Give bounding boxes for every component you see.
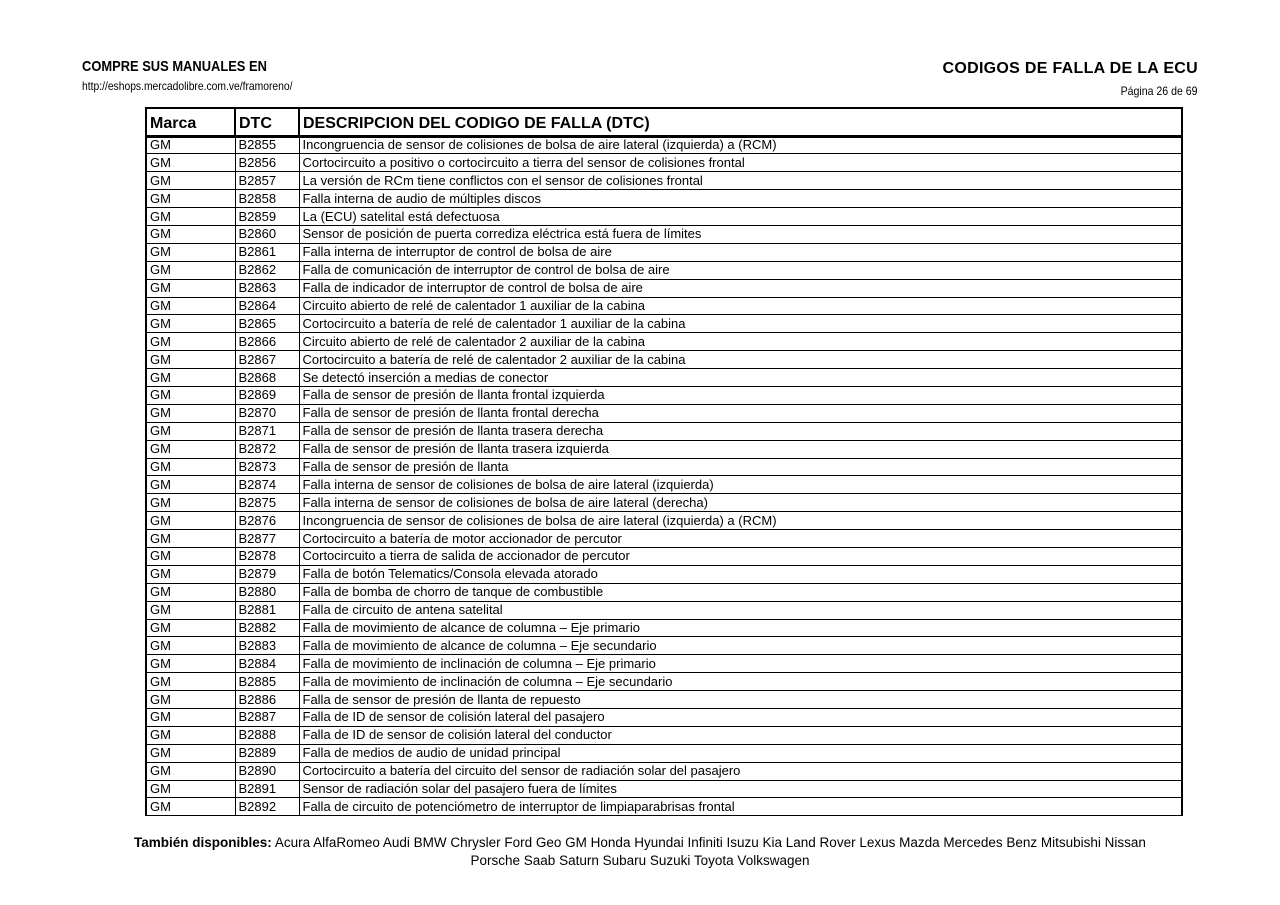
dtc-cell: B2891: [235, 780, 299, 798]
marca-cell: GM: [146, 673, 235, 691]
table-row: [146, 225, 1182, 243]
dtc-cell: B2876: [235, 512, 299, 530]
table-row: [146, 637, 1182, 655]
footer: [82, 834, 1198, 870]
footer-label: También disponibles:: [134, 835, 272, 850]
dtc-cell: B2866: [235, 333, 299, 351]
marca-cell: GM: [146, 136, 235, 154]
marca-cell: GM: [146, 637, 235, 655]
table-row: [146, 744, 1182, 762]
dtc-cell: B2880: [235, 583, 299, 601]
marca-cell: GM: [146, 726, 235, 744]
dtc-cell: B2869: [235, 386, 299, 404]
table-row: [146, 583, 1182, 601]
description-cell: Falla de sensor de presión de llanta de repuesto: [299, 691, 1182, 709]
table-row: [146, 315, 1182, 333]
table-row: [146, 476, 1182, 494]
description-cell: Falla de sensor de presión de llanta: [299, 458, 1182, 476]
marca-cell: GM: [146, 619, 235, 637]
marca-cell: GM: [146, 458, 235, 476]
document-title: CODIGOS DE FALLA DE LA ECU: [942, 60, 1198, 77]
dtc-cell: B2888: [235, 726, 299, 744]
description-cell: Falla de movimiento de alcance de columna – Eje secundario: [299, 637, 1182, 655]
header-left: [82, 58, 327, 93]
marca-cell: GM: [146, 601, 235, 619]
dtc-cell: B2864: [235, 297, 299, 315]
table-row: [146, 798, 1182, 816]
table-row: [146, 190, 1182, 208]
table-row: [146, 351, 1182, 369]
marca-cell: GM: [146, 351, 235, 369]
dtc-cell: B2883: [235, 637, 299, 655]
column-header-descripcion: DESCRIPCION DEL CODIGO DE FALLA (DTC): [299, 108, 1182, 136]
description-cell: Cortocircuito a positivo o cortocircuito a tierra del sensor de colisiones frontal: [299, 154, 1182, 172]
table-row: [146, 601, 1182, 619]
marca-cell: GM: [146, 655, 235, 673]
description-cell: Falla de medios de audio de unidad principal: [299, 744, 1182, 762]
description-cell: Falla de comunicación de interruptor de control de bolsa de aire: [299, 261, 1182, 279]
dtc-cell: B2868: [235, 369, 299, 387]
description-cell: Falla de botón Telematics/Consola elevada atorado: [299, 565, 1182, 583]
column-header-dtc: DTC: [235, 108, 299, 136]
marca-cell: GM: [146, 190, 235, 208]
dtc-cell: B2858: [235, 190, 299, 208]
dtc-cell: B2870: [235, 404, 299, 422]
dtc-cell: B2881: [235, 601, 299, 619]
dtc-cell: B2878: [235, 547, 299, 565]
marca-cell: GM: [146, 691, 235, 709]
table-row: [146, 440, 1182, 458]
description-cell: Cortocircuito a batería del circuito del sensor de radiación solar del pasajero: [299, 762, 1182, 780]
table-row: [146, 243, 1182, 261]
dtc-cell: B2873: [235, 458, 299, 476]
dtc-cell: B2872: [235, 440, 299, 458]
description-cell: Falla de circuito de potenciómetro de interruptor de limpiaparabrisas frontal: [299, 798, 1182, 816]
description-cell: Circuito abierto de relé de calentador 1 auxiliar de la cabina: [299, 297, 1182, 315]
table-row: [146, 655, 1182, 673]
dtc-cell: B2857: [235, 172, 299, 190]
dtc-cell: B2861: [235, 243, 299, 261]
description-cell: Sensor de radiación solar del pasajero fuera de límites: [299, 780, 1182, 798]
marca-cell: GM: [146, 315, 235, 333]
marca-cell: GM: [146, 208, 235, 226]
dtc-cell: B2874: [235, 476, 299, 494]
marca-cell: GM: [146, 512, 235, 530]
marca-cell: GM: [146, 744, 235, 762]
page-number: Página 26 de 69: [1121, 84, 1198, 98]
description-cell: Cortocircuito a batería de relé de calentador 2 auxiliar de la cabina: [299, 351, 1182, 369]
dtc-cell: B2877: [235, 530, 299, 548]
table-row: [146, 172, 1182, 190]
marca-cell: GM: [146, 530, 235, 548]
marca-cell: GM: [146, 172, 235, 190]
shop-url[interactable]: http://eshops.mercadolibre.com.ve/framoreno/: [82, 79, 293, 93]
table-row: [146, 404, 1182, 422]
description-cell: Se detectó inserción a medias de conector: [299, 369, 1182, 387]
dtc-table: [145, 107, 1183, 816]
table-row: [146, 297, 1182, 315]
header-right: [942, 60, 1198, 98]
dtc-cell: B2885: [235, 673, 299, 691]
table-row: [146, 369, 1182, 387]
description-cell: La versión de RCm tiene conflictos con el sensor de colisiones frontal: [299, 172, 1182, 190]
marca-cell: GM: [146, 404, 235, 422]
description-cell: Incongruencia de sensor de colisiones de bolsa de aire lateral (izquierda) a (RCM): [299, 136, 1182, 154]
marca-cell: GM: [146, 261, 235, 279]
dtc-cell: B2890: [235, 762, 299, 780]
dtc-cell: B2889: [235, 744, 299, 762]
description-cell: Falla de indicador de interruptor de control de bolsa de aire: [299, 279, 1182, 297]
marca-cell: GM: [146, 333, 235, 351]
description-cell: Falla de movimiento de inclinación de columna – Eje primario: [299, 655, 1182, 673]
description-cell: Cortocircuito a batería de motor accionador de percutor: [299, 530, 1182, 548]
table-row: [146, 279, 1182, 297]
marca-cell: GM: [146, 297, 235, 315]
description-cell: Cortocircuito a tierra de salida de accionador de percutor: [299, 547, 1182, 565]
table-header-row: [146, 108, 1182, 136]
dtc-cell: B2887: [235, 709, 299, 727]
dtc-cell: B2865: [235, 315, 299, 333]
marca-cell: GM: [146, 476, 235, 494]
description-cell: Circuito abierto de relé de calentador 2 auxiliar de la cabina: [299, 333, 1182, 351]
table-row: [146, 565, 1182, 583]
footer-brands-line2: Porsche Saab Saturn Subaru Suzuki Toyota Volkswagen: [470, 853, 810, 868]
marca-cell: GM: [146, 243, 235, 261]
description-cell: Falla de movimiento de inclinación de columna – Eje secundario: [299, 673, 1182, 691]
table-row: [146, 762, 1182, 780]
table-row: [146, 673, 1182, 691]
description-cell: Falla de sensor de presión de llanta trasera derecha: [299, 422, 1182, 440]
dtc-cell: B2886: [235, 691, 299, 709]
table-row: [146, 458, 1182, 476]
dtc-cell: B2879: [235, 565, 299, 583]
dtc-cell: B2856: [235, 154, 299, 172]
description-cell: Falla de sensor de presión de llanta frontal izquierda: [299, 386, 1182, 404]
marca-cell: GM: [146, 279, 235, 297]
table-row: [146, 494, 1182, 512]
marca-cell: GM: [146, 798, 235, 816]
table-row: [146, 619, 1182, 637]
description-cell: Falla interna de interruptor de control de bolsa de aire: [299, 243, 1182, 261]
dtc-cell: B2859: [235, 208, 299, 226]
table-row: [146, 333, 1182, 351]
footer-brands-line1: Acura AlfaRomeo Audi BMW Chrysler Ford Geo GM Honda Hyundai Infiniti Isuzu Kia Land Rover Lexus Mazda Mercedes Benz Mitsubishi Nissan: [274, 835, 1146, 850]
description-cell: Falla de sensor de presión de llanta frontal derecha: [299, 404, 1182, 422]
table-row: [146, 136, 1182, 154]
description-cell: Falla de movimiento de alcance de columna – Eje primario: [299, 619, 1182, 637]
table-row: [146, 154, 1182, 172]
table-row: [146, 780, 1182, 798]
table-row: [146, 709, 1182, 727]
table-row: [146, 422, 1182, 440]
table-row: [146, 208, 1182, 226]
marca-cell: GM: [146, 565, 235, 583]
table-body: [146, 136, 1182, 816]
promo-title: COMPRE SUS MANUALES EN: [82, 58, 267, 75]
table-row: [146, 386, 1182, 404]
marca-cell: GM: [146, 709, 235, 727]
table-row: [146, 726, 1182, 744]
table-row: [146, 261, 1182, 279]
description-cell: Falla interna de audio de múltiples discos: [299, 190, 1182, 208]
description-cell: Falla interna de sensor de colisiones de bolsa de aire lateral (izquierda): [299, 476, 1182, 494]
dtc-cell: B2855: [235, 136, 299, 154]
dtc-cell: B2875: [235, 494, 299, 512]
marca-cell: GM: [146, 494, 235, 512]
description-cell: Falla de ID de sensor de colisión lateral del conductor: [299, 726, 1182, 744]
table-row: [146, 530, 1182, 548]
description-cell: Incongruencia de sensor de colisiones de bolsa de aire lateral (izquierda) a (RCM): [299, 512, 1182, 530]
marca-cell: GM: [146, 583, 235, 601]
description-cell: Falla de bomba de chorro de tanque de combustible: [299, 583, 1182, 601]
description-cell: Falla interna de sensor de colisiones de bolsa de aire lateral (derecha): [299, 494, 1182, 512]
dtc-cell: B2862: [235, 261, 299, 279]
description-cell: Sensor de posición de puerta corrediza eléctrica está fuera de límites: [299, 225, 1182, 243]
description-cell: Falla de sensor de presión de llanta trasera izquierda: [299, 440, 1182, 458]
description-cell: Falla de ID de sensor de colisión lateral del pasajero: [299, 709, 1182, 727]
marca-cell: GM: [146, 225, 235, 243]
dtc-cell: B2882: [235, 619, 299, 637]
marca-cell: GM: [146, 422, 235, 440]
table-row: [146, 691, 1182, 709]
marca-cell: GM: [146, 369, 235, 387]
marca-cell: GM: [146, 440, 235, 458]
marca-cell: GM: [146, 154, 235, 172]
column-header-marca: Marca: [146, 108, 235, 136]
marca-cell: GM: [146, 762, 235, 780]
dtc-cell: B2871: [235, 422, 299, 440]
table-row: [146, 547, 1182, 565]
description-cell: La (ECU) satelital está defectuosa: [299, 208, 1182, 226]
table-row: [146, 512, 1182, 530]
dtc-cell: B2860: [235, 225, 299, 243]
dtc-cell: B2867: [235, 351, 299, 369]
marca-cell: GM: [146, 386, 235, 404]
dtc-cell: B2863: [235, 279, 299, 297]
marca-cell: GM: [146, 547, 235, 565]
dtc-cell: B2892: [235, 798, 299, 816]
dtc-cell: B2884: [235, 655, 299, 673]
marca-cell: GM: [146, 780, 235, 798]
description-cell: Falla de circuito de antena satelital: [299, 601, 1182, 619]
description-cell: Cortocircuito a batería de relé de calentador 1 auxiliar de la cabina: [299, 315, 1182, 333]
